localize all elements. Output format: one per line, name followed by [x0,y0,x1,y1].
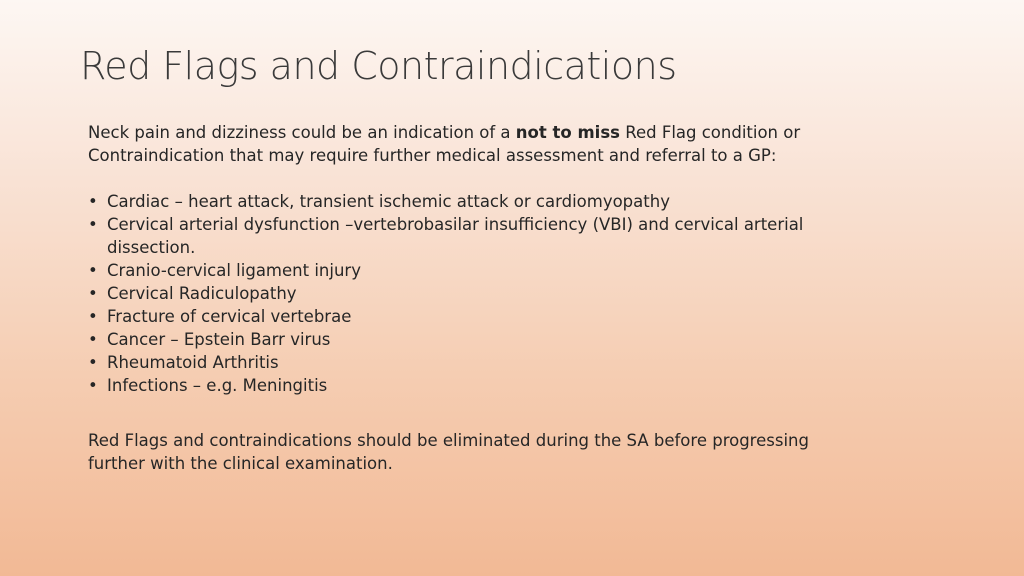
list-item [88,213,868,259]
list-item-text: Rheumatoid Arthritis [107,353,279,372]
bullet-icon: • [88,192,98,211]
list-item-text: Fracture of cervical vertebrae [107,307,352,326]
bullet-icon: • [88,353,98,372]
list-item-text: Cervical arterial dysfunction –vertebrobasilar insufficiency (VBI) and cervical arterial dissection. [107,215,804,257]
list-item [88,190,868,213]
bullet-icon: • [88,215,98,234]
closing-text: Red Flags and contraindications should be eliminated during the SA before progressing further with the clinical examination. [88,431,809,473]
closing-paragraph [88,429,868,475]
list-item-text: Cranio-cervical ligament injury [107,261,361,280]
red-flag-list [88,190,868,397]
intro-text-before: Neck pain and dizziness could be an indication of a [88,123,516,142]
list-item-text: Cancer – Epstein Barr virus [107,330,331,349]
intro-paragraph [88,121,868,167]
intro-emphasis: not to miss [515,123,620,142]
bullet-icon: • [88,284,98,303]
list-item [88,305,868,328]
list-item-text: Infections – e.g. Meningitis [107,376,328,395]
bullet-icon: • [88,330,98,349]
list-item-text: Cardiac – heart attack, transient ischemic attack or cardiomyopathy [107,192,670,211]
list-item [88,374,868,397]
slide-content [88,121,868,475]
bullet-icon: • [88,376,98,395]
list-item [88,351,868,374]
intro-text-after: Red Flag condition or Contraindication that may require further medical assessment and referral to a GP: [88,123,801,165]
bullet-icon: • [88,307,98,326]
list-item [88,259,868,282]
slide-title: Red Flags and Contraindications [80,44,677,88]
list-item [88,328,868,351]
list-item-text: Cervical Radiculopathy [107,284,297,303]
list-item [88,282,868,305]
bullet-icon: • [88,261,98,280]
